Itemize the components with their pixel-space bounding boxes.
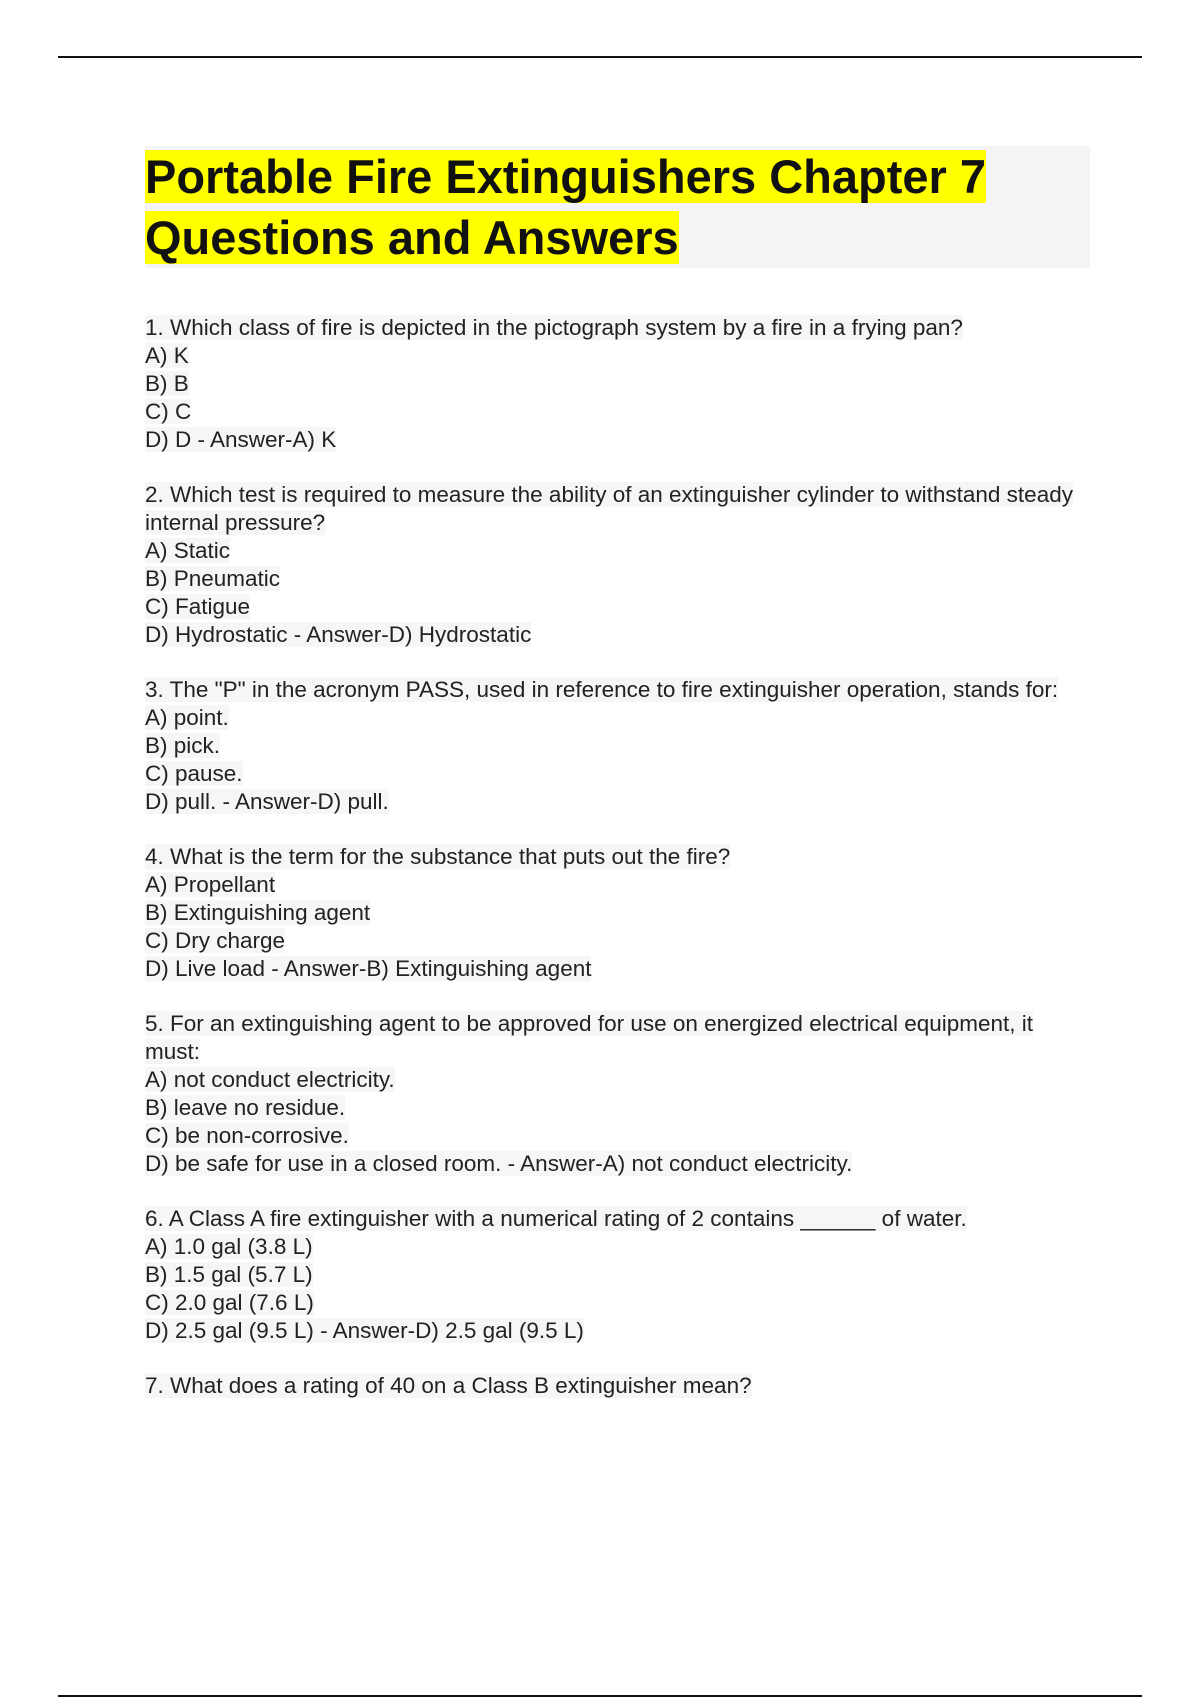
answer-option-text: A) Static — [145, 538, 231, 563]
question-block — [145, 314, 1090, 454]
answer-option-text: B) B — [145, 371, 189, 396]
question-text-span: 3. The "P" in the acronym PASS, used in reference to fire extinguisher operation, stands for: — [145, 677, 1059, 702]
answer-option — [145, 1122, 1090, 1150]
document-title — [145, 146, 1090, 268]
answer-option — [145, 899, 1090, 927]
question-block — [145, 1205, 1090, 1345]
question-text-span: 4. What is the term for the substance that puts out the fire? — [145, 844, 731, 869]
question-text — [145, 843, 1090, 871]
question-list — [145, 314, 1090, 1400]
answer-option — [145, 704, 1090, 732]
answer-option — [145, 1289, 1090, 1317]
answer-option — [145, 426, 1090, 454]
answer-option-text: D) Hydrostatic - Answer-D) Hydrostatic — [145, 622, 532, 647]
answer-option — [145, 593, 1090, 621]
answer-option — [145, 871, 1090, 899]
question-text-span: 1. Which class of fire is depicted in the pictograph system by a fire in a frying pan? — [145, 315, 963, 340]
answer-option — [145, 760, 1090, 788]
answer-option-text: C) Dry charge — [145, 928, 286, 953]
answer-option — [145, 621, 1090, 649]
answer-option-text: C) pause. — [145, 761, 243, 786]
question-text-span: 7. What does a rating of 40 on a Class B extinguisher mean? — [145, 1373, 752, 1398]
header-rule — [58, 56, 1142, 58]
answer-option — [145, 788, 1090, 816]
answer-option — [145, 1261, 1090, 1289]
question-text — [145, 314, 1090, 342]
answer-option — [145, 342, 1090, 370]
answer-option — [145, 955, 1090, 983]
answer-option-text: B) 1.5 gal (5.7 L) — [145, 1262, 313, 1287]
question-text — [145, 1205, 1090, 1233]
answer-option-text: A) Propellant — [145, 872, 276, 897]
answer-option — [145, 565, 1090, 593]
question-text — [145, 1372, 1090, 1400]
answer-option — [145, 1066, 1090, 1094]
title-block — [145, 146, 1090, 268]
answer-option — [145, 1233, 1090, 1261]
answer-option-text: A) point. — [145, 705, 229, 730]
question-text-span: 2. Which test is required to measure the ability of an extinguisher cylinder to withstand steady internal pressure? — [145, 482, 1073, 535]
answer-option-text: D) be safe for use in a closed room. - Answer-A) not conduct electricity. — [145, 1151, 853, 1176]
question-text — [145, 1010, 1090, 1066]
answer-option — [145, 1317, 1090, 1345]
answer-option-text: C) 2.0 gal (7.6 L) — [145, 1290, 314, 1315]
answer-option-text: B) pick. — [145, 733, 221, 758]
question-block — [145, 481, 1090, 649]
answer-option — [145, 398, 1090, 426]
answer-option-text: A) K — [145, 343, 189, 368]
answer-option — [145, 1150, 1090, 1178]
document-body — [145, 146, 1090, 1427]
question-text-span: 6. A Class A fire extinguisher with a numerical rating of 2 contains ______ of water. — [145, 1206, 967, 1231]
answer-option-text: D) pull. - Answer-D) pull. — [145, 789, 389, 814]
answer-option-text: D) 2.5 gal (9.5 L) - Answer-D) 2.5 gal (9.5 L) — [145, 1318, 584, 1343]
answer-option-text: B) leave no residue. — [145, 1095, 346, 1120]
answer-option — [145, 927, 1090, 955]
answer-option-text: B) Extinguishing agent — [145, 900, 371, 925]
footer-rule — [58, 1695, 1142, 1697]
answer-option-text: B) Pneumatic — [145, 566, 281, 591]
question-text — [145, 676, 1090, 704]
answer-option-text: A) 1.0 gal (3.8 L) — [145, 1234, 313, 1259]
answer-option-text: C) C — [145, 399, 192, 424]
answer-option — [145, 370, 1090, 398]
answer-option-text: D) D - Answer-A) K — [145, 427, 337, 452]
question-block — [145, 676, 1090, 816]
answer-option-text: A) not conduct electricity. — [145, 1067, 395, 1092]
question-block — [145, 1372, 1090, 1400]
question-text — [145, 481, 1090, 537]
answer-option — [145, 1094, 1090, 1122]
answer-option — [145, 537, 1090, 565]
document-title-text: Portable Fire Extinguishers Chapter 7 Questions and Answers — [145, 150, 986, 264]
question-block — [145, 1010, 1090, 1178]
answer-option-text: C) Fatigue — [145, 594, 251, 619]
question-text-span: 5. For an extinguishing agent to be approved for use on energized electrical equipment, it must: — [145, 1011, 1034, 1064]
answer-option-text: C) be non-corrosive. — [145, 1123, 349, 1148]
answer-option-text: D) Live load - Answer-B) Extinguishing agent — [145, 956, 592, 981]
answer-option — [145, 732, 1090, 760]
question-block — [145, 843, 1090, 983]
